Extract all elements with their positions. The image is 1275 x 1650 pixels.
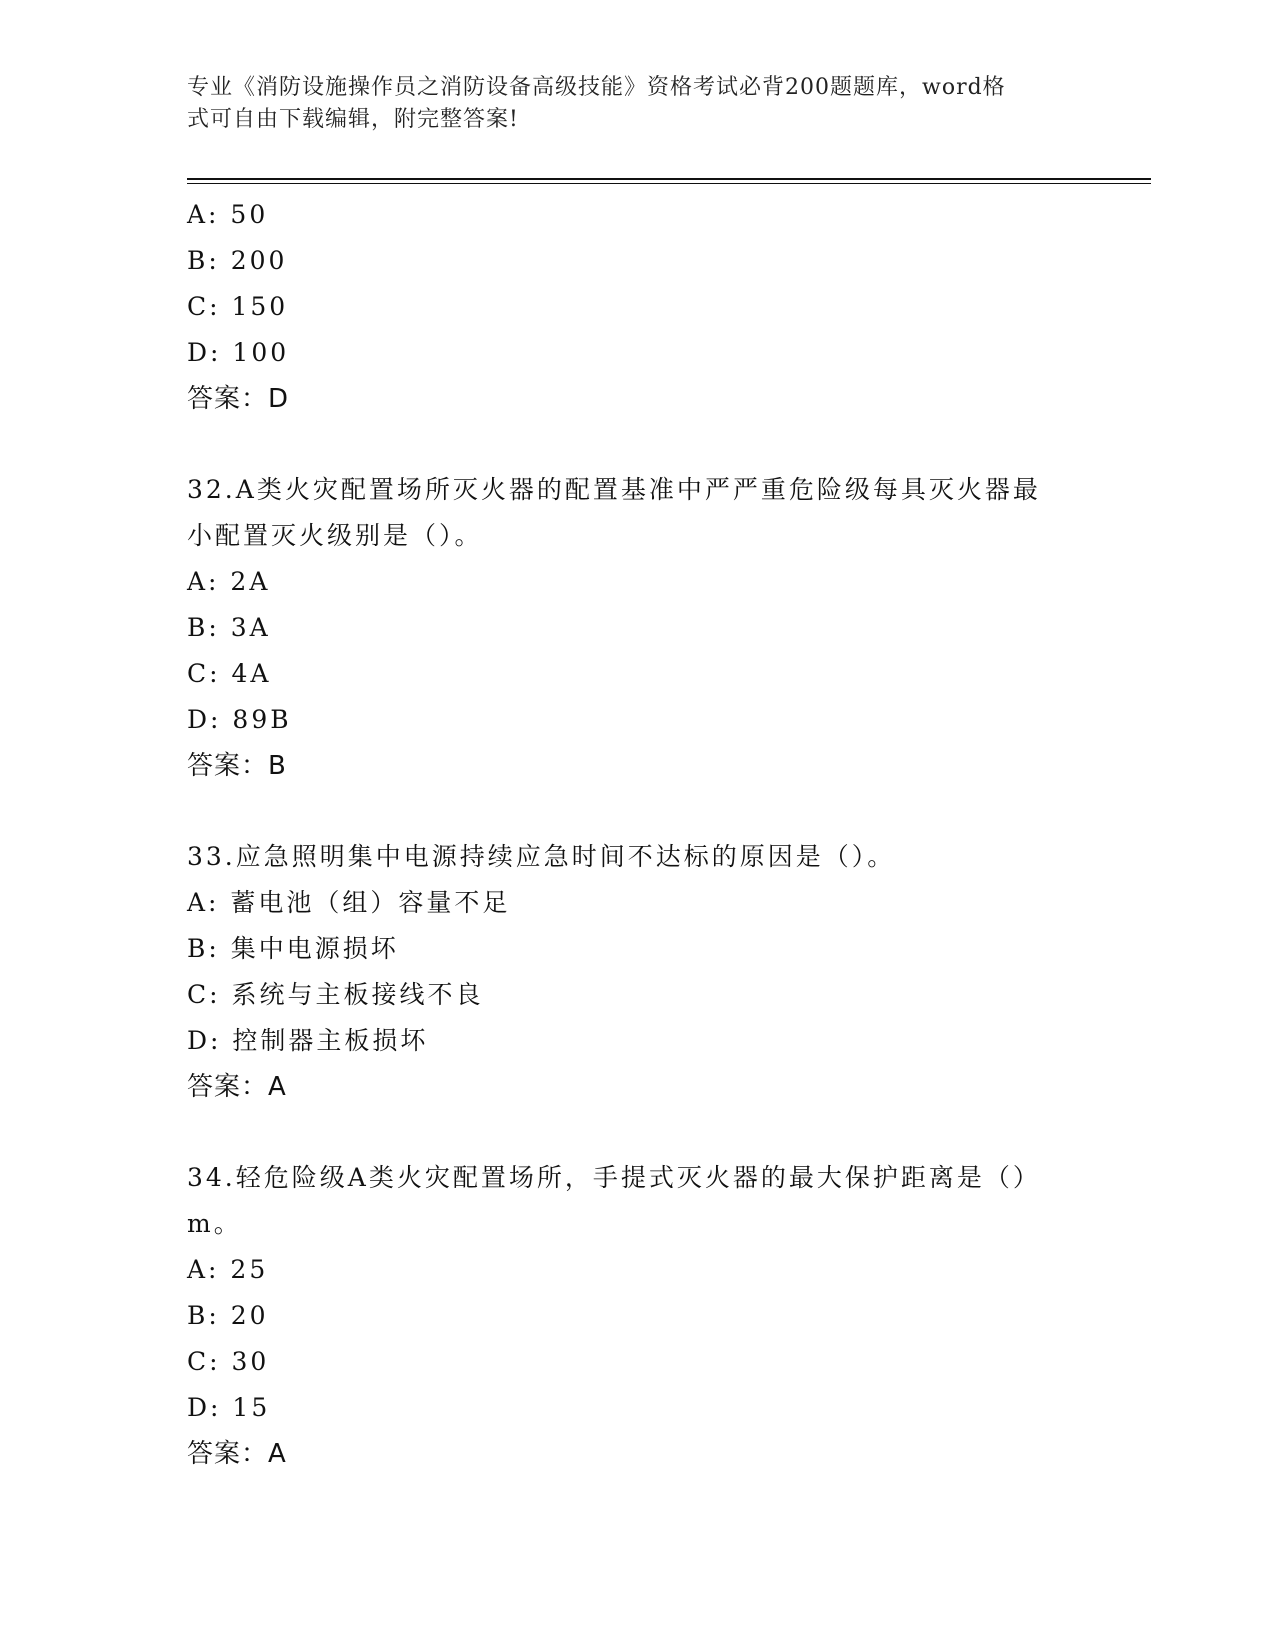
option-b: B: 20	[187, 1301, 269, 1330]
option-a: A: 25	[187, 1255, 269, 1284]
header-line-1: 专业《消防设施操作员之消防设备高级技能》资格考试必背200题题库，word格	[187, 75, 1006, 100]
header-divider-thin	[187, 183, 1151, 184]
question-stem-line-1: 34.轻危险级A类火灾配置场所，手提式灭火器的最大保护距离是（）	[187, 1163, 1041, 1192]
option-c: C: 系统与主板接线不良	[187, 980, 484, 1009]
question-33	[187, 834, 1067, 1110]
option-c: C: 4A	[187, 659, 272, 688]
option-c: C: 30	[187, 1347, 270, 1376]
answer-34: 答案：A	[187, 1439, 287, 1469]
option-d: D: 100	[187, 338, 290, 367]
answer-33: 答案：A	[187, 1072, 287, 1102]
option-a: A: 50	[187, 200, 269, 229]
question-31	[187, 192, 1067, 422]
option-a: A: 蓄电池（组）容量不足	[187, 888, 511, 917]
option-c: C: 150	[187, 292, 289, 321]
question-stem-line-1: 33.应急照明集中电源持续应急时间不达标的原因是（）。	[187, 842, 896, 871]
option-d: D: 89B	[187, 705, 292, 734]
question-list	[187, 192, 1067, 1477]
option-b: B: 集中电源损坏	[187, 934, 399, 963]
header-divider-thick	[187, 178, 1151, 180]
header-line-2: 式可自由下载编辑，附完整答案!	[187, 107, 519, 132]
answer-32: 答案：B	[187, 751, 287, 781]
answer-31: 答案：D	[187, 384, 290, 414]
spacer	[187, 789, 1067, 834]
question-stem-line-2: 小配置灭火级别是（）。	[187, 521, 483, 550]
spacer	[187, 422, 1067, 467]
question-32	[187, 467, 1067, 789]
option-b: B: 200	[187, 246, 288, 275]
option-d: D: 控制器主板损坏	[187, 1026, 429, 1055]
question-stem-line-2: m。	[187, 1209, 242, 1238]
spacer	[187, 1110, 1067, 1155]
option-b: B: 3A	[187, 613, 271, 642]
question-stem-line-1: 32.A类火灾配置场所灭火器的配置基准中严严重危险级每具灭火器最	[187, 475, 1041, 504]
question-34	[187, 1155, 1067, 1477]
option-d: D: 15	[187, 1393, 271, 1422]
document-header	[187, 72, 1067, 136]
option-a: A: 2A	[187, 567, 271, 596]
